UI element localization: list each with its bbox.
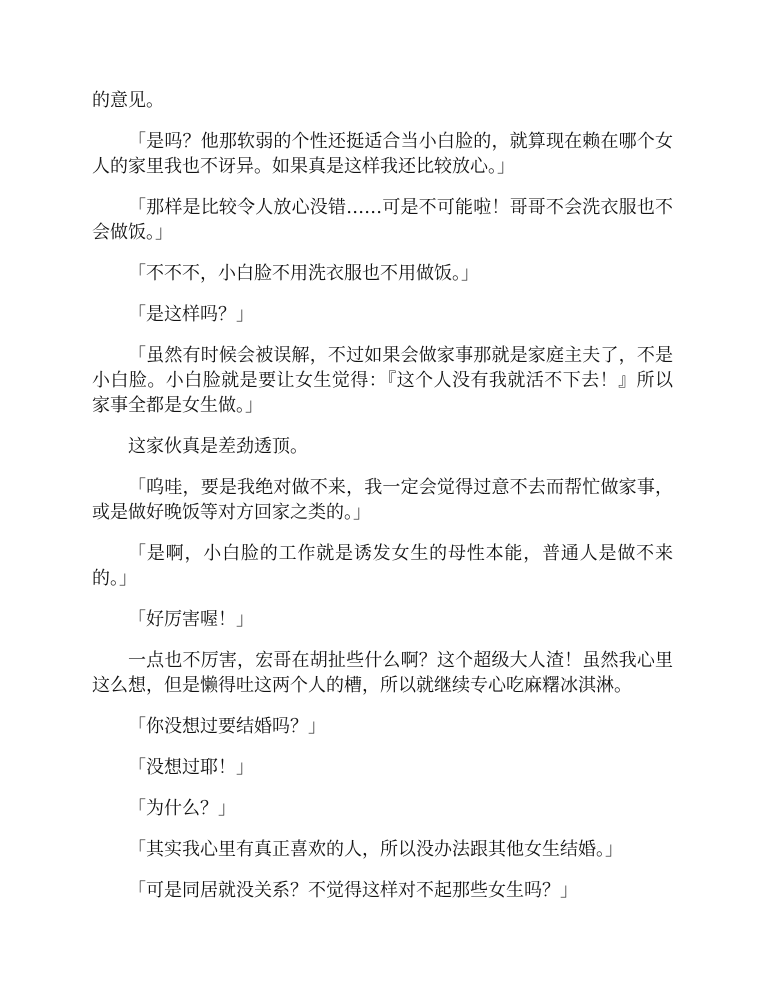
paragraph-5: 「虽然有时候会被误解，不过如果会做家事那就是家庭主夫了，不是小白脸。小白脸就是要让女生觉得：『这个人没有我就活不下去！』所以家事全都是女生做。」: [92, 345, 673, 416]
paragraph-10: 一点也不厉害，宏哥在胡扯些什么啊？这个超级大人渣！虽然我心里这么想，但是懒得吐这两个人的槽，所以就继续专心吃麻糬冰淇淋。: [92, 650, 673, 696]
paragraph-14: 「其实我心里有真正喜欢的人，所以没办法跟其他女生结婚。」: [128, 839, 623, 860]
paragraph-15: 「可是同居就没关系？不觉得这样对不起那些女生吗？」: [128, 880, 578, 901]
paragraph-0: 的意见。: [92, 90, 164, 111]
paragraph-13: 「为什么？」: [128, 798, 236, 819]
paragraph-8: 「是啊，小白脸的工作就是诱发女生的母性本能，普通人是做不来的。」: [92, 543, 673, 589]
paragraph-9: 「好厉害喔！」: [128, 609, 254, 630]
paragraph-12: 「没想过耶！」: [128, 757, 254, 778]
paragraph-11: 「你没想过要结婚吗？」: [128, 716, 326, 737]
paragraph-2: 「那样是比较令人放心没错……可是不可能啦！哥哥不会洗衣服也不会做饭。」: [92, 197, 673, 243]
paragraph-4: 「是这样吗？」: [128, 304, 254, 325]
paragraph-3: 「不不不，小白脸不用洗衣服也不用做饭。」: [128, 263, 479, 284]
paragraph-7: 「呜哇，要是我绝对做不来，我一定会觉得过意不去而帮忙做家事，或是做好晚饭等对方回家之类的。」: [92, 477, 673, 523]
paragraph-6: 这家伙真是差劲透顶。: [128, 436, 308, 457]
paragraph-1: 「是吗？他那软弱的个性还挺适合当小白脸的，就算现在赖在哪个女人的家里我也不讶异。如果真是这样我还比较放心。」: [92, 131, 673, 177]
